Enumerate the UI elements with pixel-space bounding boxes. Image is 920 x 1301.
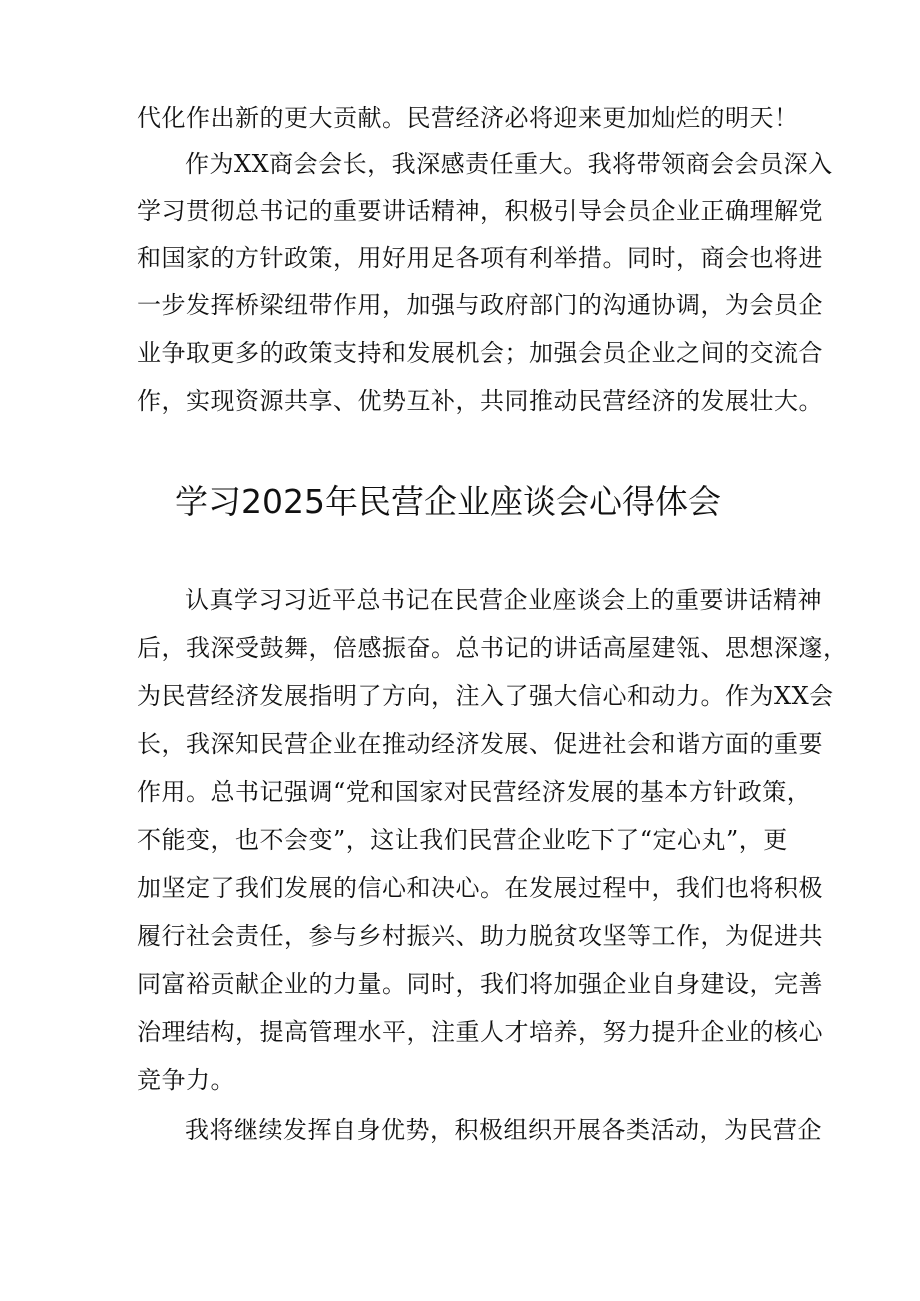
body-text-line: 业争取更多的政策支持和发展机会；加强会员企业之间的交流合 [137,339,823,367]
body-text-line: 我将继续发挥自身优势，积极组织开展各类活动，为民营企 [185,1116,822,1144]
body-text-line: 加坚定了我们发展的信心和决心。在发展过程中，我们也将积极 [137,874,823,902]
body-text-line: 为民营经济发展指明了方向，注入了强大信心和动力。作为XX会 [137,682,834,710]
body-text-line: 一步发挥桥梁纽带作用，加强与政府部门的沟通协调，为会员企 [137,291,823,319]
body-text-line: 履行社会责任，参与乡村振兴、助力脱贫攻坚等工作，为促进共 [137,922,823,950]
body-text-line: 不能变，也不会变”，这让我们民营企业吃下了“定心丸”，更 [137,826,788,854]
body-text-line: 竞争力。 [137,1066,235,1094]
body-text-line: 代化作出新的更大贡献。民营经济必将迎来更加灿烂的明天！ [137,104,799,132]
body-text-line: 学习贯彻总书记的重要讲话精神，积极引导会员企业正确理解党 [137,197,823,225]
body-text-line: 长，我深知民营企业在推动经济发展、促进社会和谐方面的重要 [137,730,823,758]
document-title: 学习2025年民营企业座谈会心得体会 [175,482,721,521]
body-text-line: 作，实现资源共享、优势互补，共同推动民营经济的发展壮大。 [137,387,823,415]
body-text-line: 同富裕贡献企业的力量。同时，我们将加强企业自身建设，完善 [137,970,823,998]
body-text-line: 作用。总书记强调“党和国家对民营经济发展的基本方针政策， [137,778,812,806]
body-text-line: 后，我深受鼓舞，倍感振奋。总书记的讲话高屋建瓴、思想深邃， [137,634,848,662]
body-text-line: 作为XX商会会长，我深感责任重大。我将带领商会会员深入 [185,150,833,178]
body-text-line: 治理结构，提高管理水平，注重人才培养，努力提升企业的核心 [137,1018,823,1046]
body-text-line: 和国家的方针政策，用好用足各项有利举措。同时，商会也将进 [137,244,823,272]
body-text-line: 认真学习习近平总书记在民营企业座谈会上的重要讲话精神 [185,586,822,614]
